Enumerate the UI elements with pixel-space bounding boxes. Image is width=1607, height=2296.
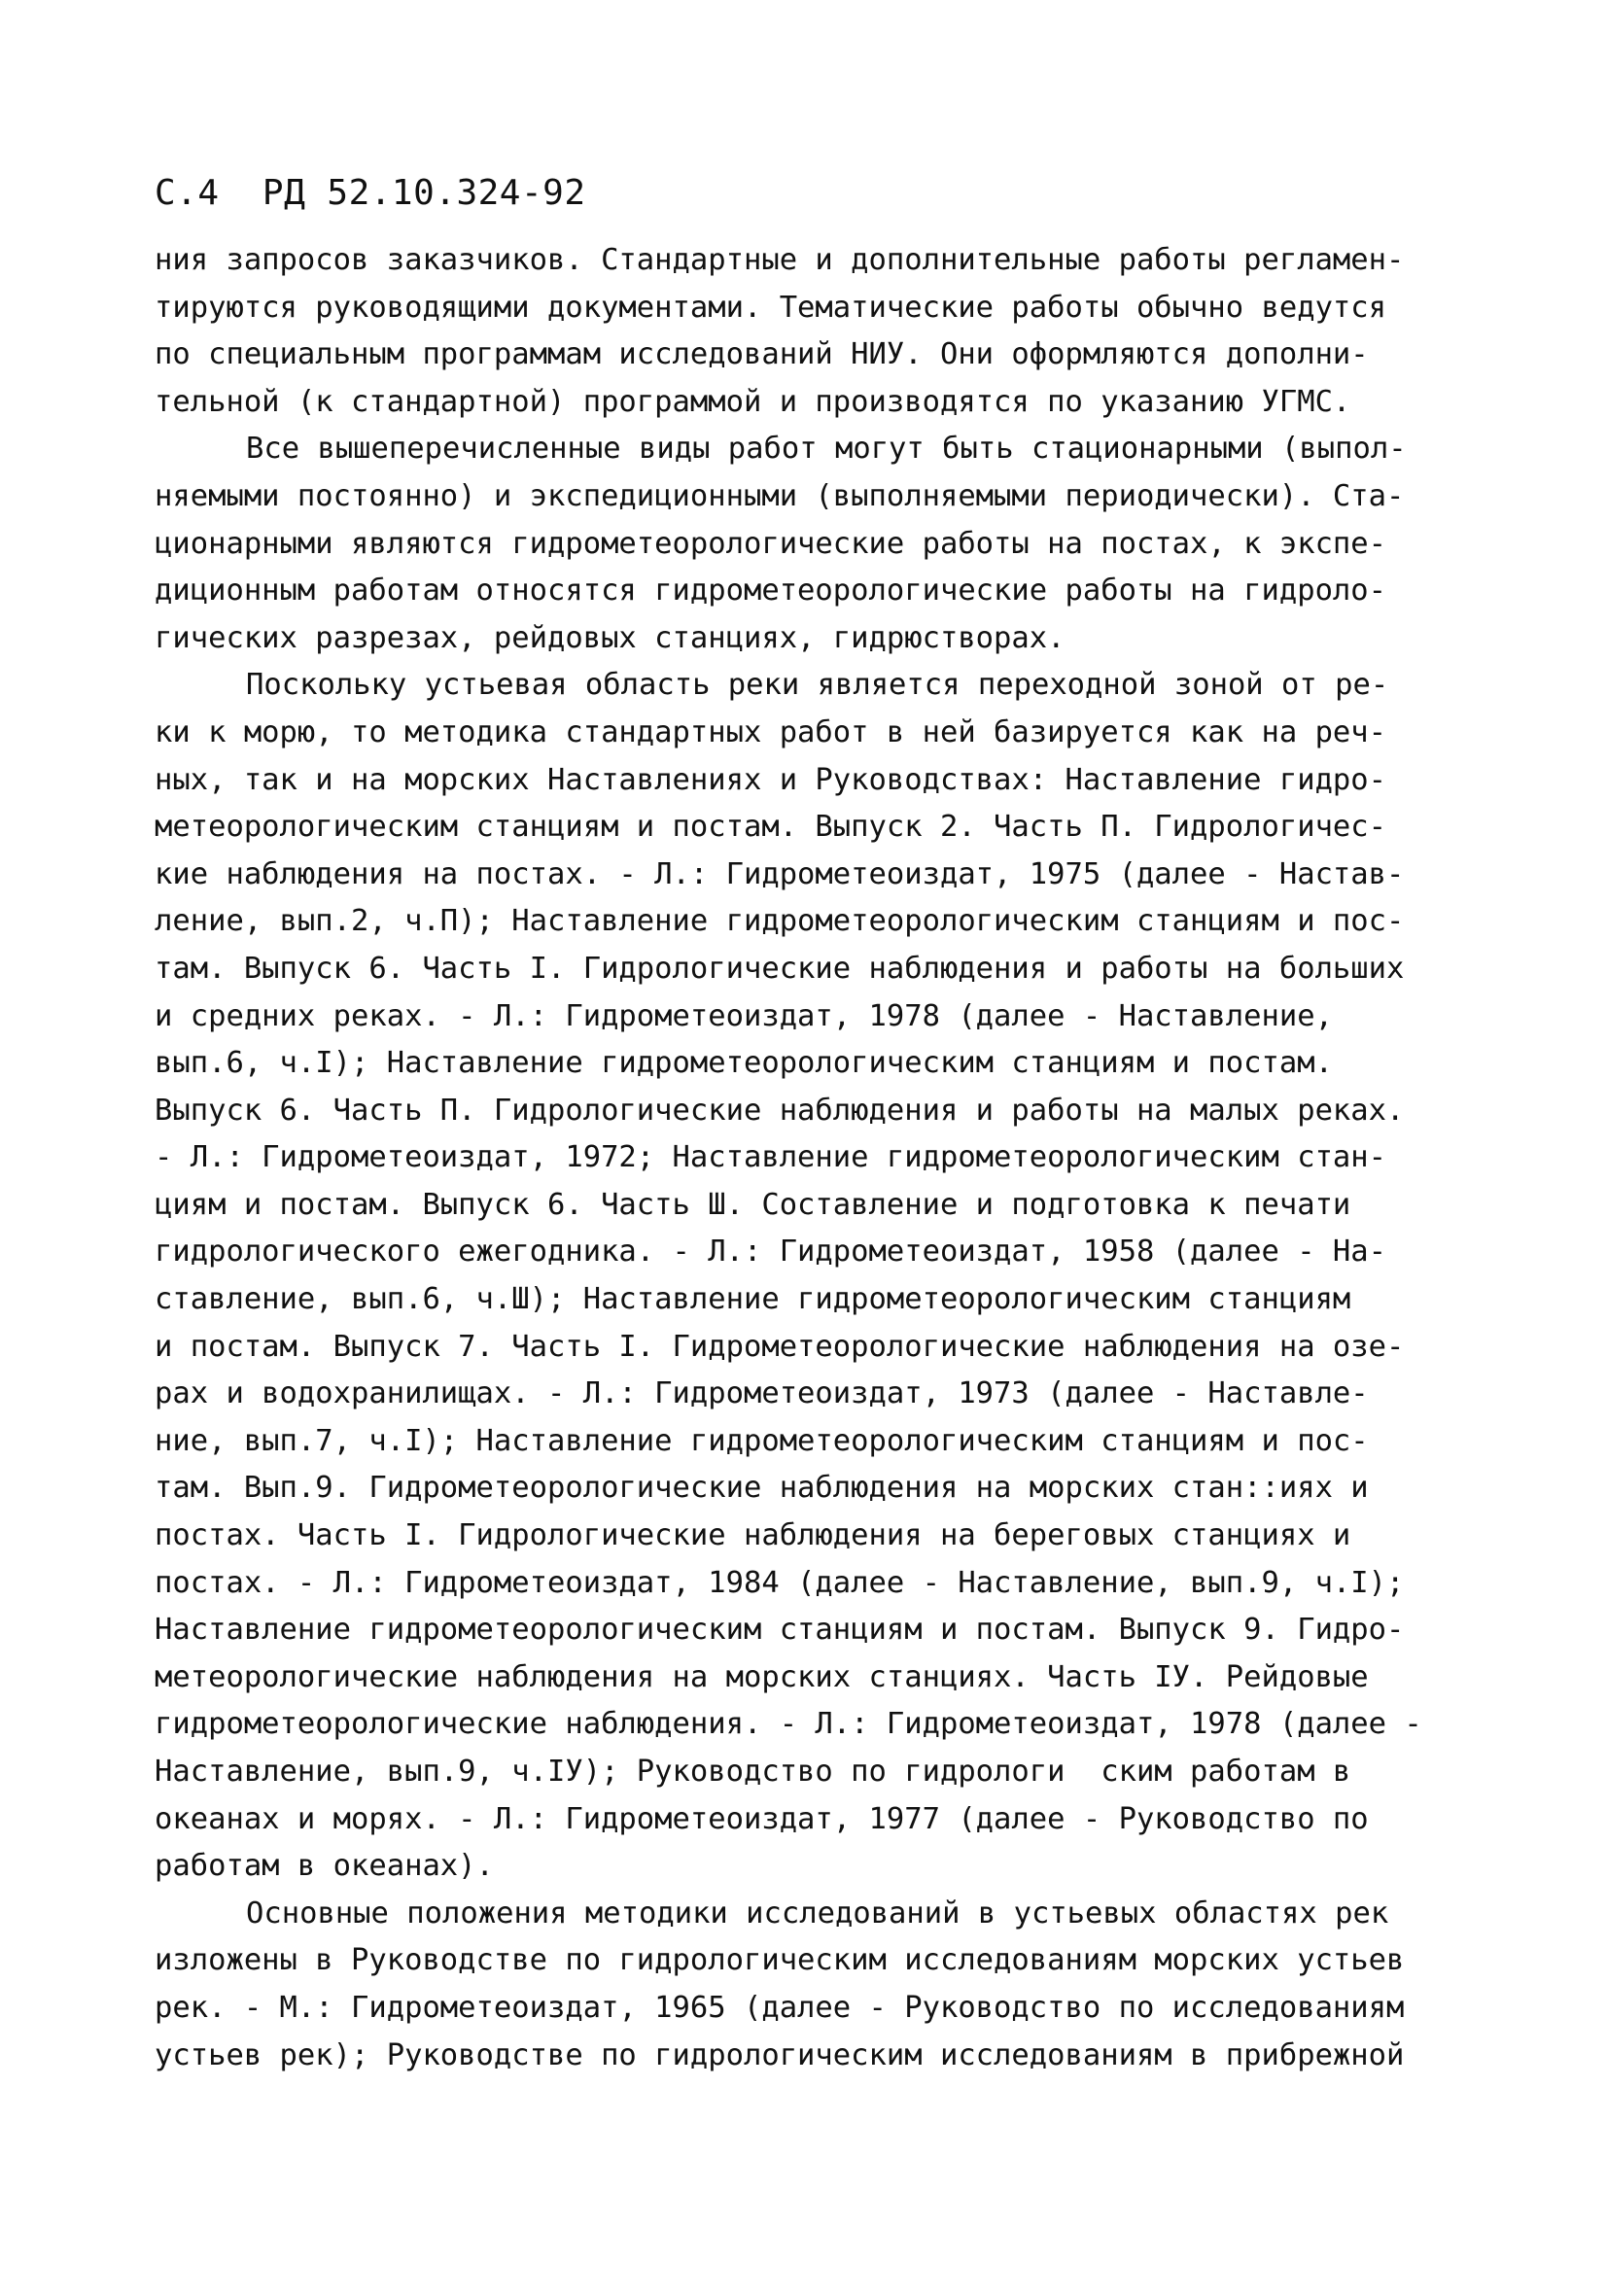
text-line: изложены в Руководстве по гидрологическим исследованиям морских устьев [155,1943,1405,1978]
text-line: кие наблюдения на постах. - Л.: Гидрометеоиздат, 1975 (далее - Настав- [155,856,1405,891]
page-number: С.4 [155,173,220,213]
text-line: ционарными являются гидрометеорологические работы на постах, к экспе- [155,526,1387,561]
text-line: тируются руководящими документами. Тематические работы обычно ведутся [155,290,1387,325]
text-line: Поскольку устьевая область реки является переходной зоной от ре- [246,668,1389,703]
text-line: устьев рек); Руководстве по гидрологическим исследованиям в прибрежной [155,2037,1405,2072]
text-line: океанах и морях. - Л.: Гидрометеоиздат, 1977 (далее - Руководство по [155,1801,1369,1836]
text-line: Основные положения методики исследований в устьевых областях рек [246,1896,1389,1931]
text-line: метеорологическим станциям и постам. Выпуск 2. Часть П. Гидрологичес- [155,810,1387,845]
body-text [155,237,1477,2079]
text-line: по специальным программам исследований НИУ. Они оформляются дополни- [155,337,1369,372]
text-line: ния запросов заказчиков. Стандартные и дополнительные работы регламен- [155,243,1405,277]
document-code: РД 52.10.324-92 [262,173,586,213]
text-line: ление, вып.2, ч.П); Наставление гидрометеорологическим станциям и пос- [155,904,1405,939]
text-line: рек. - М.: Гидрометеоиздат, 1965 (далее - Руководство по исследованиям [155,1990,1405,2025]
text-line: Наставление гидрометеорологическим станциям и постам. Выпуск 9. Гидро- [155,1613,1405,1648]
text-line: вып.6, ч.I); Наставление гидрометеорологическим станциям и постам. [155,1046,1333,1081]
text-line: там. Выпуск 6. Часть I. Гидрологические наблюдения и работы на больших [155,951,1405,986]
text-line: и постам. Выпуск 7. Часть I. Гидрометеорологические наблюдения на озе- [155,1329,1405,1364]
text-line: няемыми постоянно) и экспедиционными (выполняемыми периодически). Ста- [155,478,1405,513]
text-line: метеорологические наблюдения на морских станциях. Часть IУ. Рейдовые [155,1659,1369,1694]
text-line: постах. Часть I. Гидрологические наблюдения на береговых станциях и [155,1518,1351,1553]
text-line: Наставление, вып.9, ч.IУ); Руководство по гидрологи ским работам в [155,1755,1351,1789]
text-line: тельной (к стандартной) программой и производятся по указанию УГМС. [155,384,1351,419]
text-line: ние, вып.7, ч.I); Наставление гидрометеорологическим станциям и пос- [155,1423,1369,1458]
text-line: работам в океанах). [155,1849,494,1884]
text-line: постах. - Л.: Гидрометеоиздат, 1984 (далее - Наставление, вып.9, ч.I); [155,1565,1405,1600]
text-line: гидрометеорологические наблюдения. - Л.: Гидрометеоиздат, 1978 (далее - [155,1707,1422,1742]
text-line: рах и водохранилищах. - Л.: Гидрометеоиздат, 1973 (далее - Наставле- [155,1376,1369,1411]
text-line: и средних реках. - Л.: Гидрометеоиздат, 1978 (далее - Наставление, [155,998,1333,1033]
text-line: гидрологического ежегодника. - Л.: Гидрометеоиздат, 1958 (далее - На- [155,1235,1387,1270]
text-line: Все вышеперечисленные виды работ могут быть стационарными (выпол- [246,432,1407,467]
text-line: диционным работам относятся гидрометеорологические работы на гидроло- [155,574,1387,609]
text-line: ки к морю, то методика стандартных работ в ней базируется как на реч- [155,714,1387,749]
text-line: - Л.: Гидрометеоиздат, 1972; Наставление гидрометеорологическим стан- [155,1140,1387,1175]
text-line: там. Вып.9. Гидрометеорологические наблюдения на морских стан::иях и [155,1471,1369,1506]
text-line: ных, так и на морских Наставлениях и Руководствах: Наставление гидро- [155,762,1387,797]
page-header [155,171,586,216]
text-line: ставление, вып.6, ч.Ш); Наставление гидрометеорологическим станциям [155,1282,1351,1317]
text-line: Выпуск 6. Часть П. Гидрологические наблюдения и работы на малых реках. [155,1093,1405,1128]
text-line: циям и постам. Выпуск 6. Часть Ш. Составление и подготовка к печати [155,1187,1351,1222]
text-line: гических разрезах, рейдовых станциях, гидрюстворах. [155,620,1066,655]
